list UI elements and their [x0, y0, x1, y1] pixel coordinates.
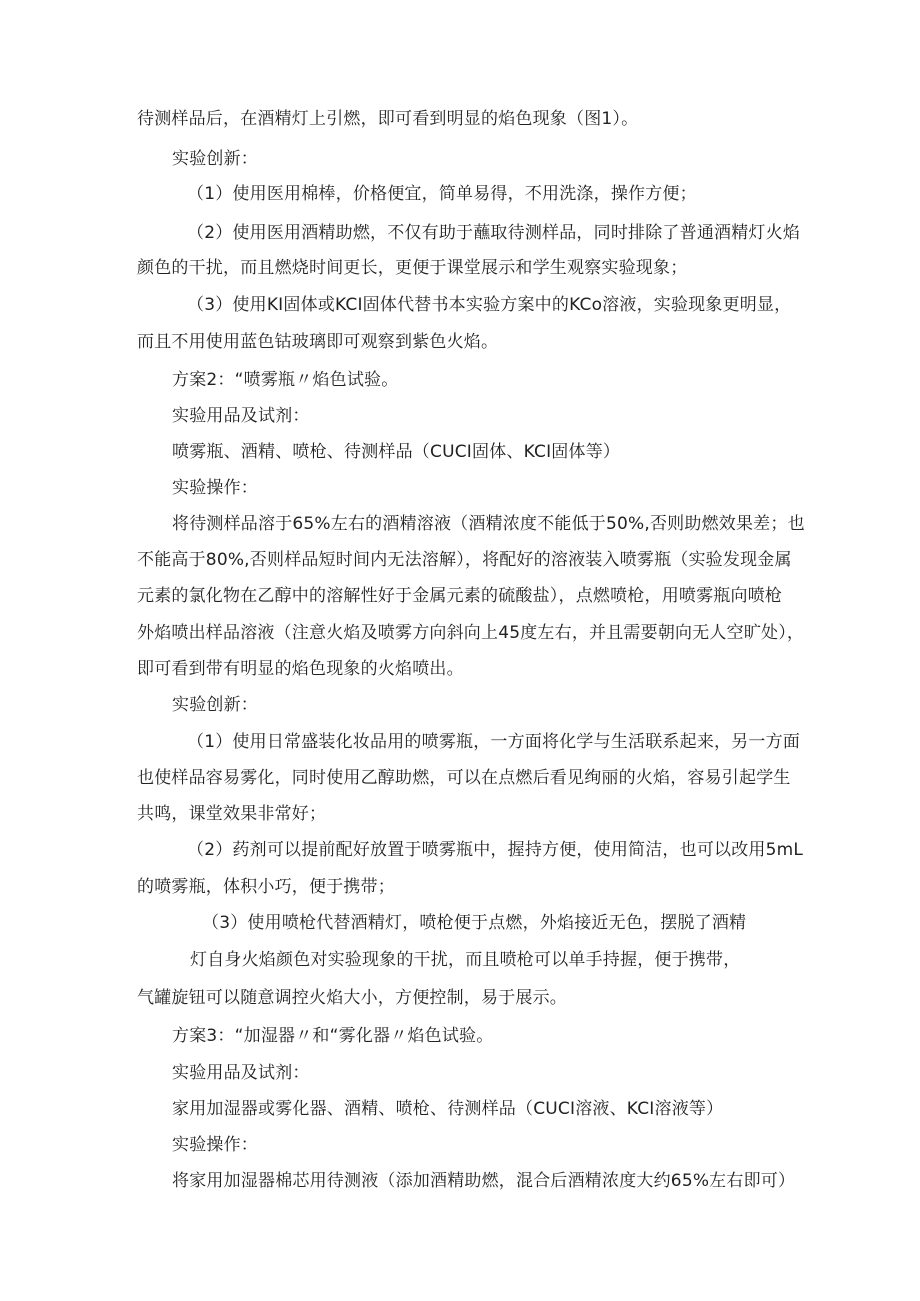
list-item: （2）药剂可以提前配好放置于喷雾瓶中，握持方便，使用简洁，也可以改用5mL: [187, 840, 804, 860]
section-heading: 实验用品及试剂：: [172, 1063, 310, 1083]
section-heading: 实验创新：: [172, 149, 258, 169]
text-line: 喷雾瓶、酒精、喷枪、待测样品（CUCI固体、KCI固体等）: [172, 442, 621, 462]
list-item: （3）使用喷枪代替酒精灯，喷枪便于点燃，外焰接近无色，摆脱了酒精: [202, 913, 747, 933]
section-heading: 实验用品及试剂：: [172, 406, 310, 426]
text-line: 元素的氯化物在乙醇中的溶解性好于金属元素的硫酸盐），点燃喷枪，用喷雾瓶向喷枪: [137, 586, 783, 606]
section-heading: 方案2：“喷雾瓶〃焰色试验。: [172, 370, 399, 390]
text-line: 共鸣，课堂效果非常好；: [137, 804, 327, 824]
text-line: 家用加湿器或雾化器、酒精、喷枪、待测样品（CUCI溶液、KCI溶液等）: [172, 1099, 724, 1119]
list-item: （3）使用KI固体或KCI固体代替书本实验方案中的KCo溶液，实验现象更明显，: [187, 295, 792, 315]
section-heading: 实验操作：: [172, 1135, 258, 1155]
text-line: 颜色的干扰，而且燃烧时间更长，更便于课堂展示和学生观察实验现象；: [137, 258, 688, 278]
section-heading: 实验操作：: [172, 478, 258, 498]
text-line: 将待测样品溶于65%左右的酒精溶液（酒精浓度不能低于50%,否则助燃效果差；也: [172, 514, 805, 534]
section-heading: 方案3：“加湿器〃和“雾化器〃焰色试验。: [172, 1026, 494, 1046]
text-line: 即可看到带有明显的焰色现象的火焰喷出。: [137, 659, 464, 679]
list-item: （1）使用日常盛装化妆品用的喷雾瓶，一方面将化学与生活联系起来，另一方面: [187, 732, 801, 752]
text-line: 而且不用使用蓝色钴玻璃即可观察到紫色火焰。: [137, 332, 499, 352]
text-line: 灯自身火焰颜色对实验现象的干扰，而且喷枪可以单手持握，便于携带，: [190, 950, 741, 970]
list-item: （1）使用医用棉棒，价格便宜，简单易得，不用洗涤，操作方便；: [187, 184, 697, 204]
text-line: 将家用加湿器棉芯用待测液（添加酒精助燃，混合后酒精浓度大约65%左右即可）: [172, 1171, 796, 1191]
list-item: （2）使用医用酒精助燃，不仅有助于蘸取待测样品，同时排除了普通酒精灯火焰: [187, 223, 801, 243]
text-line: 待测样品后，在酒精灯上引燃，即可看到明显的焰色现象（图1）。: [137, 109, 639, 129]
text-line: 也使样品容易雾化，同时使用乙醇助燃，可以在点燃后看见绚丽的火焰，容易引起学生: [137, 768, 791, 788]
text-line: 外焰喷出样品溶液（注意火焰及喷雾方向斜向上45度左右，并且需要朝向无人空旷处），: [137, 623, 805, 643]
section-heading: 实验创新：: [172, 695, 258, 715]
text-line: 不能高于80%,否则样品短时间内无法溶解），将配好的溶液装入喷雾瓶（实验发现金属: [137, 550, 792, 570]
text-line: 的喷雾瓶，体积小巧，便于携带；: [137, 877, 395, 897]
text-line: 气罐旋钮可以随意调控火焰大小，方便控制，易于展示。: [137, 988, 567, 1008]
